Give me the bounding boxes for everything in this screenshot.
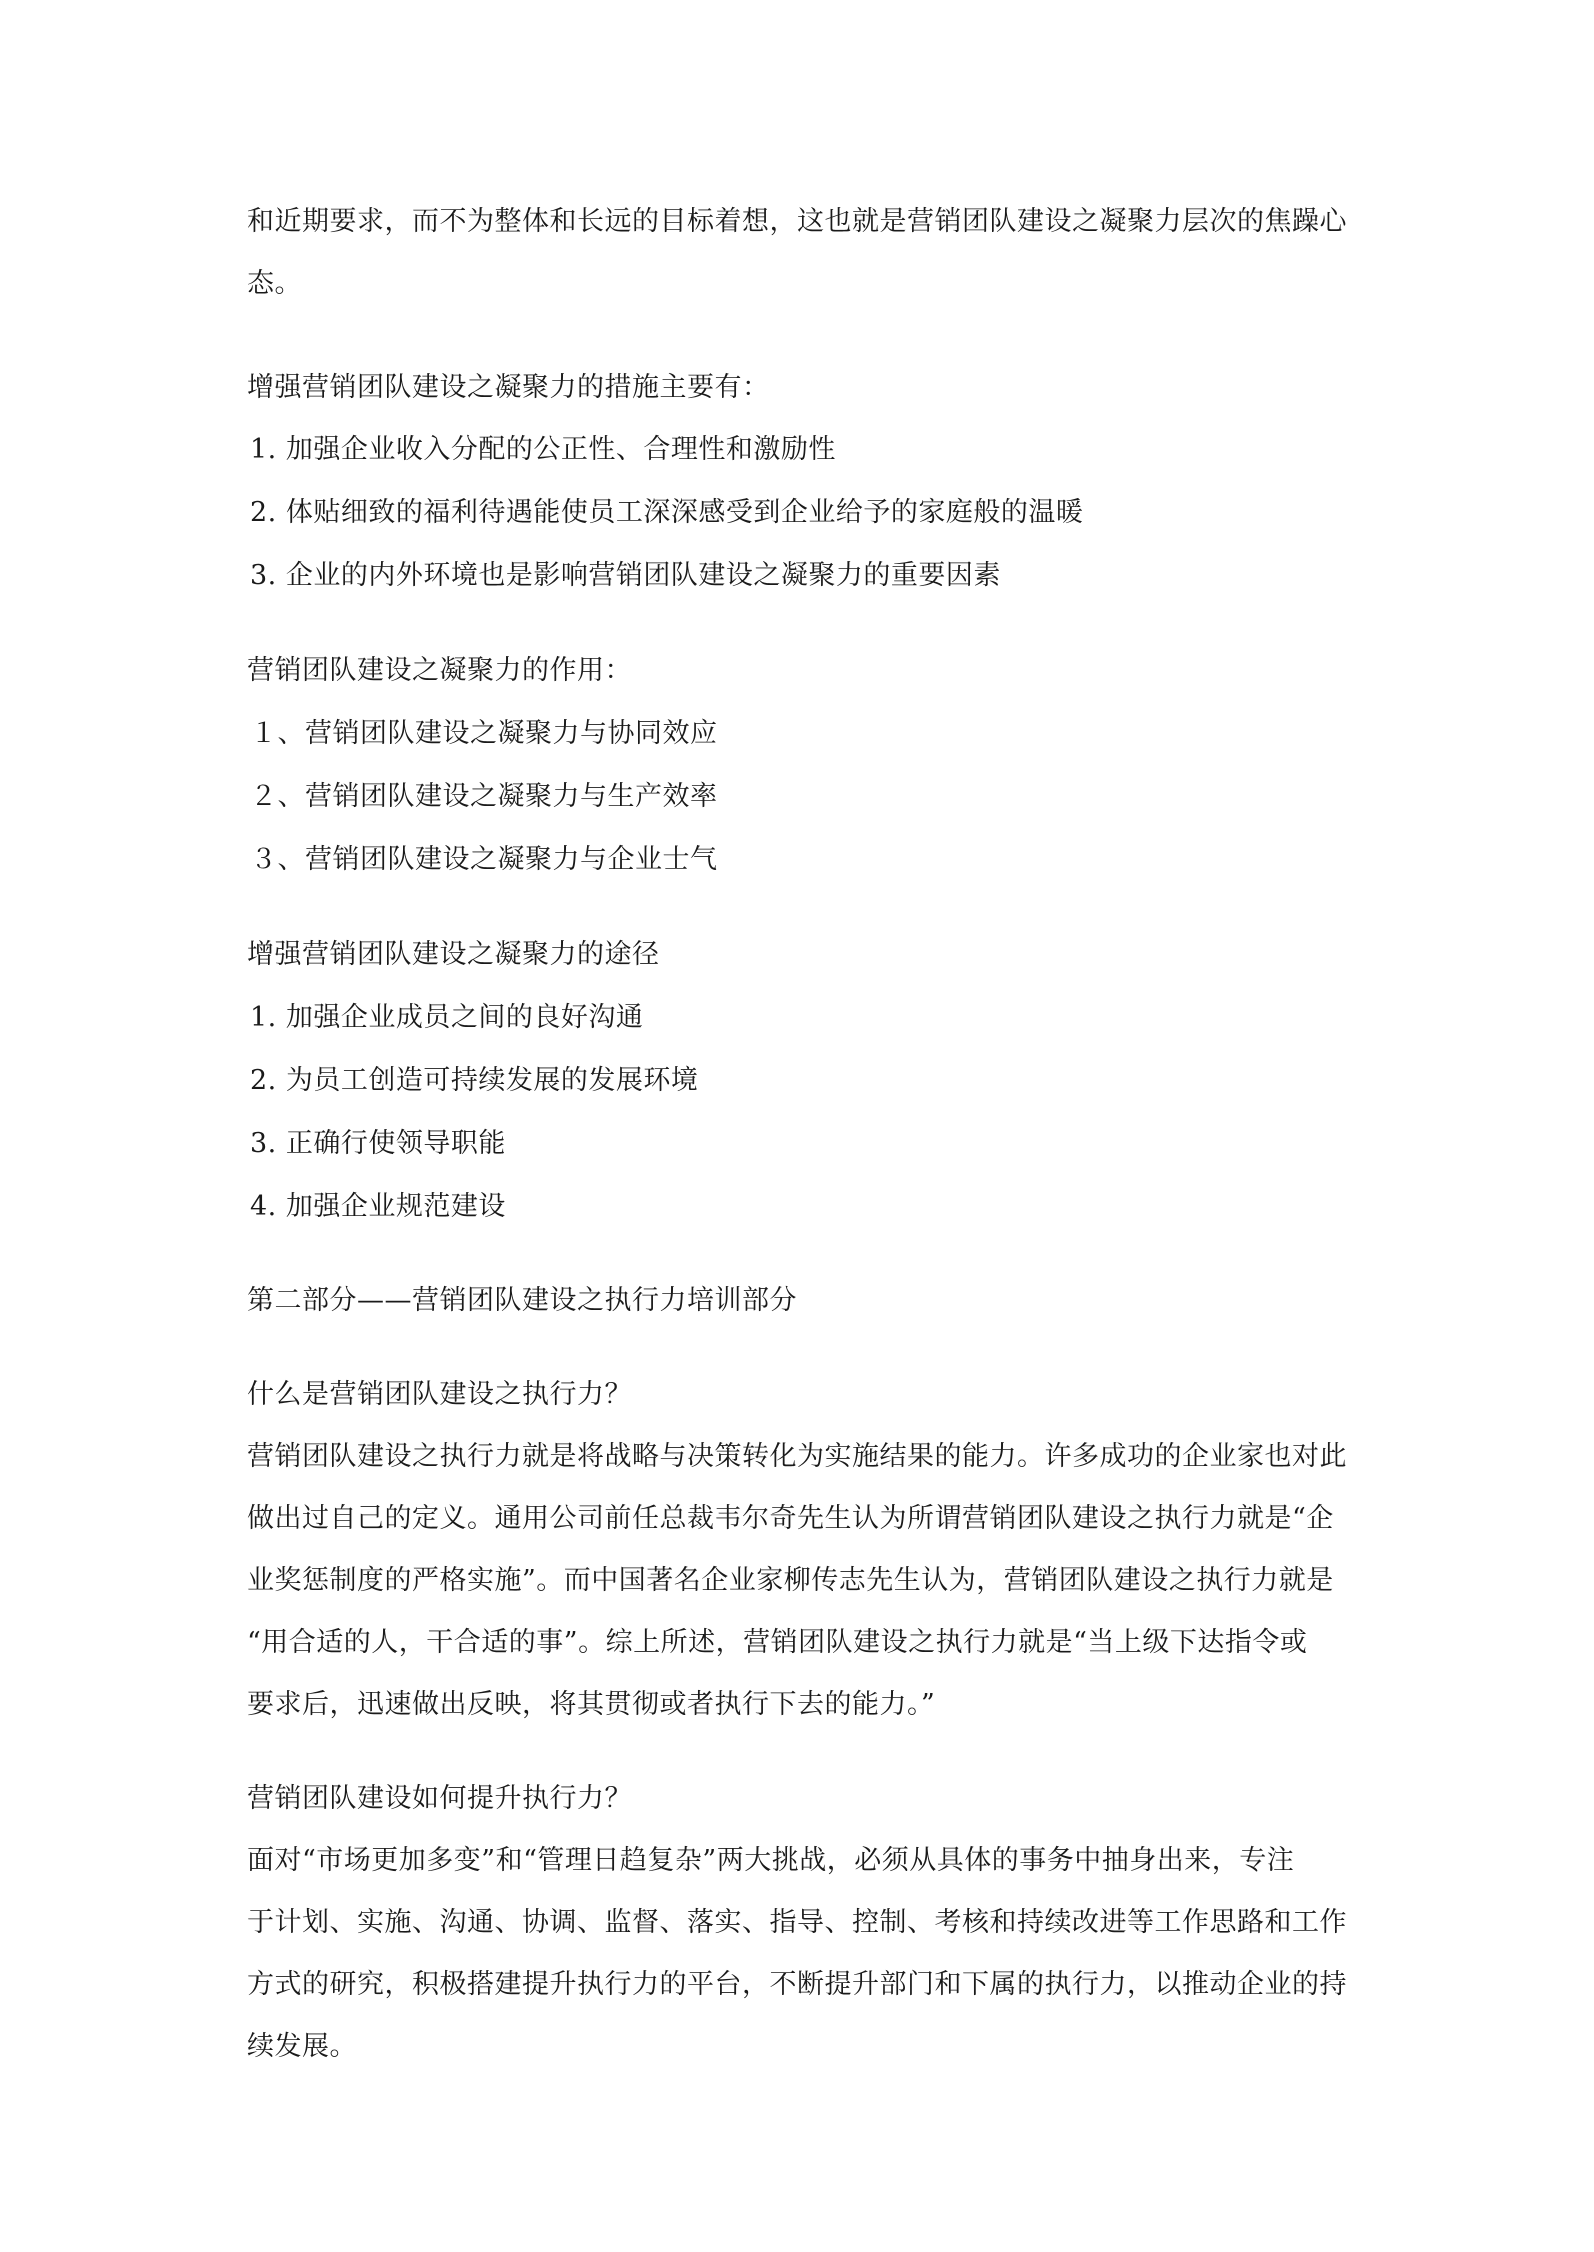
ways-heading: 增强营销团队建设之凝聚力的途径: [247, 939, 660, 970]
how-to-line: 续发展。: [247, 2031, 357, 2062]
ways-item: 1. 加强企业成员之间的良好沟通: [250, 1002, 644, 1033]
measures-item: 3. 企业的内外环境也是影响营销团队建设之凝聚力的重要因素: [250, 560, 1001, 591]
part-two-title: 第二部分——营销团队建设之执行力培训部分: [247, 1285, 797, 1316]
effects-item: ２、营销团队建设之凝聚力与生产效率: [250, 781, 718, 812]
intro-line: 态。: [247, 268, 302, 299]
how-to-line: 面对“市场更加多变”和“管理日趋复杂”两大挑战，必须从具体的事务中抽身出来，专注: [247, 1845, 1295, 1876]
how-to-heading: 营销团队建设如何提升执行力？: [247, 1783, 632, 1814]
what-is-line: 营销团队建设之执行力就是将战略与决策转化为实施结果的能力。许多成功的企业家也对此: [247, 1441, 1347, 1472]
ways-item: 2. 为员工创造可持续发展的发展环境: [250, 1065, 699, 1096]
what-is-line: 业奖惩制度的严格实施”。而中国著名企业家柳传志先生认为，营销团队建设之执行力就是: [247, 1565, 1334, 1596]
effects-item: １、营销团队建设之凝聚力与协同效应: [250, 718, 718, 749]
measures-item: 2. 体贴细致的福利待遇能使员工深深感受到企业给予的家庭般的温暖: [250, 497, 1084, 528]
effects-heading: 营销团队建设之凝聚力的作用：: [247, 655, 632, 686]
what-is-line: “用合适的人，干合适的事”。综上所述，营销团队建设之执行力就是“当上级下达指令或: [247, 1627, 1308, 1658]
measures-heading: 增强营销团队建设之凝聚力的措施主要有：: [247, 372, 770, 403]
how-to-line: 于计划、实施、沟通、协调、监督、落实、指导、控制、考核和持续改进等工作思路和工作: [247, 1907, 1347, 1938]
what-is-line: 做出过自己的定义。通用公司前任总裁韦尔奇先生认为所谓营销团队建设之执行力就是“企: [247, 1503, 1334, 1534]
what-is-heading: 什么是营销团队建设之执行力？: [247, 1379, 632, 1410]
ways-item: 4. 加强企业规范建设: [250, 1191, 506, 1222]
effects-item: ３、营销团队建设之凝聚力与企业士气: [250, 844, 718, 875]
what-is-line: 要求后，迅速做出反映，将其贯彻或者执行下去的能力。”: [247, 1689, 936, 1720]
measures-item: 1. 加强企业收入分配的公正性、合理性和激励性: [250, 434, 836, 465]
intro-line: 和近期要求，而不为整体和长远的目标着想，这也就是营销团队建设之凝聚力层次的焦躁心: [247, 206, 1347, 237]
ways-item: 3. 正确行使领导职能: [250, 1128, 506, 1159]
how-to-line: 方式的研究，积极搭建提升执行力的平台，不断提升部门和下属的执行力，以推动企业的持: [247, 1969, 1347, 2000]
